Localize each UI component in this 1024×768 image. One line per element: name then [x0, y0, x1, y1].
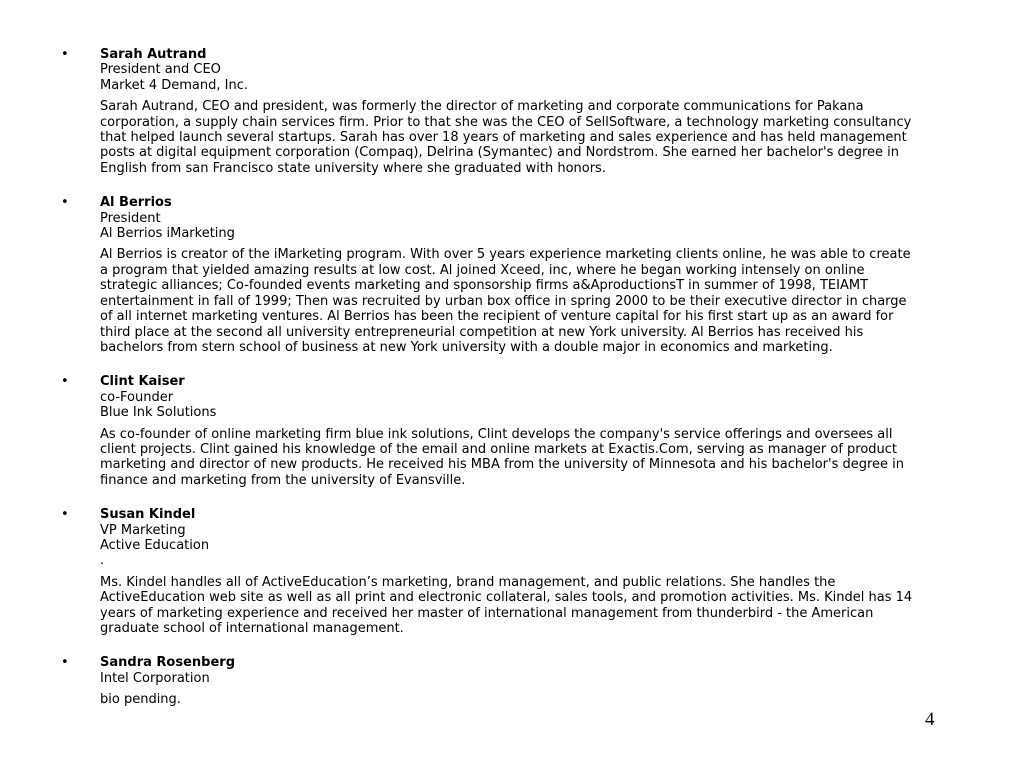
bullet-icon: •	[61, 507, 69, 523]
bio-company: Market 4 Demand, Inc.	[100, 77, 248, 93]
bio-name: Al Berrios	[100, 195, 172, 211]
bio-company: Al Berrios iMarketing	[100, 226, 235, 242]
bio-item	[0, 507, 920, 636]
bullet-icon: •	[61, 655, 69, 671]
bullet-icon: •	[61, 47, 69, 62]
bio-item	[0, 655, 920, 707]
bio-note: .	[100, 553, 105, 569]
bullet-icon: •	[61, 195, 69, 211]
bio-description: Al Berrios is creator of the iMarketing program. With over 5 years experience marketing clients online, he was able to create a program that yielded amazing results at low cost. Al joined Xceed, inc, where he began working intensely on online strategic alliances; Co-founded events marketing and sponsorship firms a&AproductionsT in summer of 1998, TEIAMT entertainment in fall of 1999; Then was recruited by urban box office in spring 2000 to be their executive director in charge of all internet marketing ventures. Al Berrios has been the recipient of venture capital for his first start up as an award for third place at the second all university entrepreneurial competition at new York university. Al Berrios has received his bachelors from stern school of business at new York university with a double major in economics and marketing.	[100, 247, 911, 355]
bio-description: Sarah Autrand, CEO and president, was formerly the director of marketing and corporate communications for Pakana corporation, a supply chain services firm. Prior to that she was the CEO of SellSoftware, a technology marketing consultancy that helped launch several startups. Sarah has over 18 years of marketing and sales experience and has held management posts at digital equipment corporation (Compaq), Delrina (Symantec) and Nordstrom. She earned her bachelor's degree in English from san Francisco state university where she graduated with honors.	[100, 99, 912, 176]
page-number: 4	[925, 709, 935, 730]
bio-name: Clint Kaiser	[100, 374, 185, 390]
bio-name: Sarah Autrand	[100, 47, 207, 62]
bio-title: President	[100, 210, 161, 226]
bio-title: President and CEO	[100, 62, 221, 78]
bio-name: Susan Kindel	[100, 507, 196, 523]
bio-item	[0, 374, 920, 488]
bio-name: Sandra Rosenberg	[100, 655, 235, 671]
bio-description: bio pending.	[100, 692, 181, 708]
bio-item	[0, 195, 920, 355]
bio-list	[0, 47, 1024, 727]
bio-company: Blue Ink Solutions	[100, 405, 217, 421]
bullet-icon: •	[61, 374, 69, 390]
bio-company: Active Education	[100, 537, 210, 553]
bio-description: Ms. Kindel handles all of ActiveEducation’s marketing, brand management, and public relations. She handles the ActiveEducation web site as well as all print and electronic collateral, sales tools, and promotion activities. Ms. Kindel has 14 years of marketing experience and received her master of international management from thunderbird - the American graduate school of international management.	[100, 574, 913, 636]
bio-title: co-Founder	[100, 389, 174, 405]
bio-title: Intel Corporation	[100, 670, 210, 686]
bio-item	[0, 47, 920, 176]
bio-description: As co-founder of online marketing firm blue ink solutions, Clint develops the company's service offerings and oversees all client projects. Clint gained his knowledge of the email and online markets at Exactis.Com, serving as manager of product marketing and director of new products. He received his MBA from the university of Minnesota and his bachelor's degree in finance and marketing from the university of Evansville.	[100, 426, 905, 488]
bio-title: VP Marketing	[100, 522, 186, 538]
